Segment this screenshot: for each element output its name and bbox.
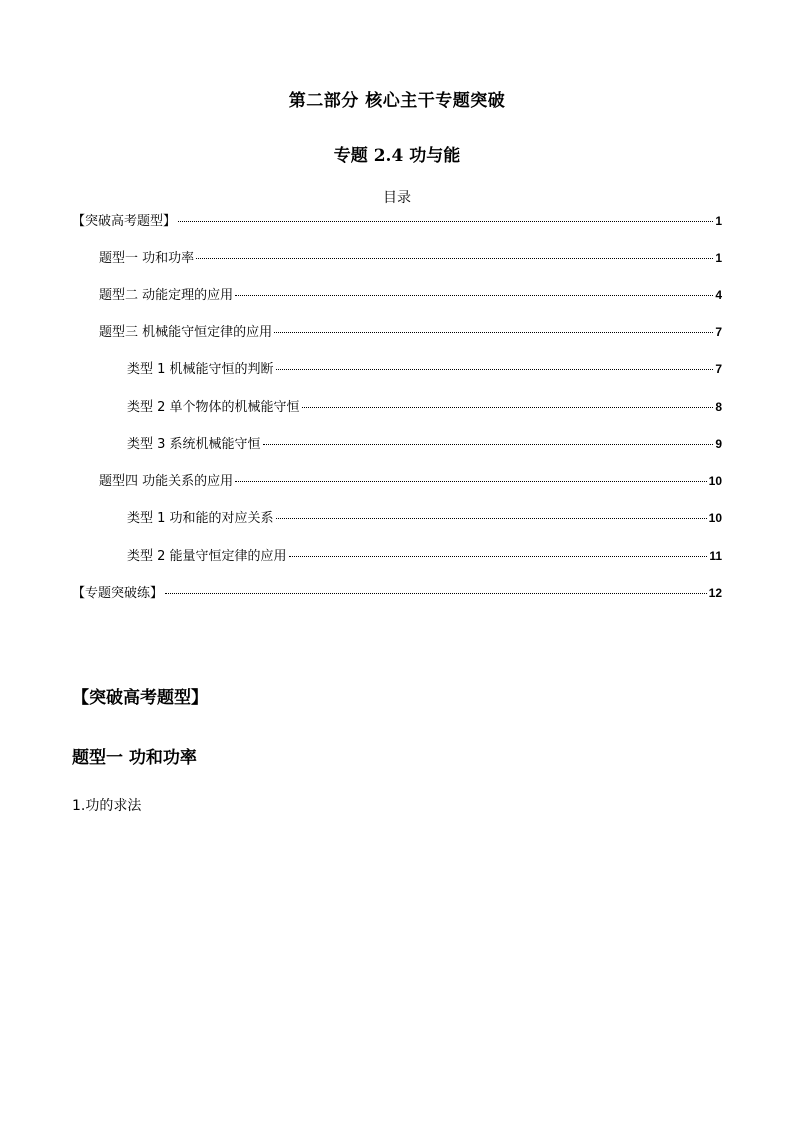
toc-leader <box>263 444 714 445</box>
topic-title: 专题 2.4 功与能 <box>333 146 461 166</box>
toc-entry-page: 10 <box>708 474 722 488</box>
toc-leader <box>196 258 713 259</box>
toc-entry-page: 7 <box>715 325 722 339</box>
toc-leader <box>178 221 713 222</box>
toc-leader <box>289 556 708 557</box>
toc-entry-type-1[interactable] <box>99 247 722 267</box>
toc-leader <box>302 407 714 408</box>
toc-entry-type-3-kind-2[interactable] <box>127 396 722 416</box>
toc-entry-label: 题型三 机械能守恒定律的应用 <box>99 325 273 340</box>
toc-entry-breakthrough[interactable] <box>72 210 722 230</box>
toc-heading: 目录 <box>383 190 411 206</box>
toc-entry-page: 11 <box>709 549 722 563</box>
toc-entry-label: 类型 3 系统机械能守恒 <box>127 437 261 452</box>
toc-leader <box>235 481 707 482</box>
toc-entry-type-2[interactable] <box>99 284 722 304</box>
toc-entry-label: 类型 2 能量守恒定律的应用 <box>127 549 287 564</box>
toc-entry-type-3[interactable] <box>99 321 722 341</box>
toc-entry-type-4-kind-2[interactable] <box>127 545 722 565</box>
toc-entry-page: 1 <box>715 214 722 228</box>
toc-entry-type-3-kind-3[interactable] <box>127 433 722 453</box>
toc-entry-label: 类型 2 单个物体的机械能守恒 <box>127 400 300 415</box>
toc-leader <box>235 295 713 296</box>
toc-entry-page: 9 <box>715 437 722 451</box>
toc-entry-type-3-kind-1[interactable] <box>127 358 722 378</box>
toc-entry-page: 8 <box>715 400 722 414</box>
toc-entry-label: 类型 1 功和能的对应关系 <box>127 511 274 526</box>
toc-entry-label: 题型二 动能定理的应用 <box>99 288 234 303</box>
toc-entry-page: 4 <box>715 288 722 302</box>
toc-leader <box>274 332 713 333</box>
toc-entry-page: 1 <box>715 251 722 265</box>
subsection-heading: 题型一 功和功率 <box>72 748 197 768</box>
toc-entry-page: 12 <box>708 586 722 600</box>
toc-leader <box>165 593 707 594</box>
toc-leader <box>276 369 714 370</box>
body-paragraph: 1.功的求法 <box>72 798 142 814</box>
toc-entry-type-4[interactable] <box>99 470 722 490</box>
toc-entry-practice[interactable] <box>72 582 722 602</box>
toc-entry-type-4-kind-1[interactable] <box>127 507 722 527</box>
toc-entry-label: 类型 1 机械能守恒的判断 <box>127 362 274 377</box>
toc-entry-page: 10 <box>708 511 722 525</box>
toc-leader <box>276 518 707 519</box>
part-title: 第二部分 核心主干专题突破 <box>288 91 506 111</box>
toc-entry-label: 题型一 功和功率 <box>99 251 195 266</box>
section-heading: 【突破高考题型】 <box>72 688 208 708</box>
toc-entry-label: 题型四 功能关系的应用 <box>99 474 234 489</box>
toc-entry-label: 【专题突破练】 <box>72 586 164 601</box>
toc-entry-page: 7 <box>715 362 722 376</box>
toc-entry-label: 【突破高考题型】 <box>72 214 177 229</box>
